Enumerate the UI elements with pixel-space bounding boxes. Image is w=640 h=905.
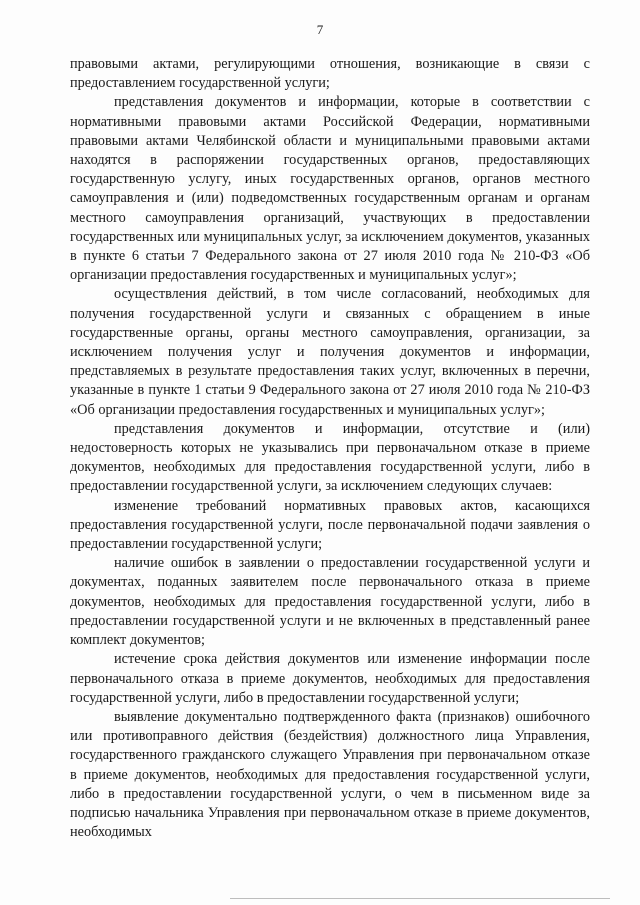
paragraph-erroneous-action: выявление документально подтвержденного факта (признаков) ошибочного или противоправного действия (бездействия) должностного лица Управления, государственного гражданского служащего Управления при первоначальном отказе в приеме документов, необходимых для предоставления государственной услуги, либо в предоставлении государственной услуги, о чем в письменном виде за подписью начальника Управления при первоначальном отказе в приеме документов, необходимых bbox=[70, 708, 590, 841]
footer-divider bbox=[230, 898, 610, 899]
document-body bbox=[70, 55, 590, 842]
paragraph-actions-approvals: осуществления действий, в том числе согласований, необходимых для получения государственной услуги и связанных с обращением в иные государственные органы, органы местного самоуправления, организации, за исключением получения услуг и получения документов и информации, представляемых в результате предоставления таких услуг, включенных в перечни, указанные в пункте 1 статьи 9 Федерального закона от 27 июля 2010 года № 210-ФЗ «Об организации предоставления государственных и муниципальных услуг»; bbox=[70, 286, 590, 418]
page-number: 7 bbox=[316, 22, 324, 37]
paragraph-documents-information: представления документов и информации, которые в соответствии с нормативными правовыми актами Российской Федерации, нормативными правовыми актами Челябинской области и муниципальными правовыми актами находятся в распоряжении государственных органов, предоставляющих государственную услугу, иных государственных органов, органов местного самоуправления и (или) подведомственных государственным органам и органам местного самоуправления организаций, участвующих в предоставлении государственных или муниципальных услуг, за исключением документов, указанных в пункте 6 статьи 7 Федерального закона от 27 июля 2010 года № 210-ФЗ «Об организации предоставления государственных и муниципальных услуг»; bbox=[70, 94, 590, 284]
paragraph-errors-in-application: наличие ошибок в заявлении о предоставлении государственной услуги и документах, поданных заявителем после первоначального отказа в приеме документов, необходимых для предоставления государственной услуги, либо в предоставлении государственной услуги и не включенных в представленный ранее комплект документов; bbox=[70, 555, 590, 649]
paragraph-missing-documents: представления документов и информации, отсутствие и (или) недостоверность которых не указывались при первоначальном отказе в приеме документов, необходимых для предоставления государственной услуги, либо в предоставлении государственной услуги, за исключением следующих случаев: bbox=[70, 420, 590, 495]
paragraph-continuation: правовыми актами, регулирующими отношения, возникающие в связи с предоставлением государственной услуги; bbox=[70, 56, 590, 92]
paragraph-requirements-change: изменение требований нормативных правовых актов, касающихся предоставления государственной услуги, после первоначальной подачи заявления о предоставлении государственной услуги; bbox=[70, 497, 590, 553]
paragraph-expiry-of-documents: истечение срока действия документов или изменение информации после первоначального отказа в приеме документов, необходимых для предоставления государственной услуги, либо в предоставлении государственной услуги; bbox=[70, 651, 590, 706]
